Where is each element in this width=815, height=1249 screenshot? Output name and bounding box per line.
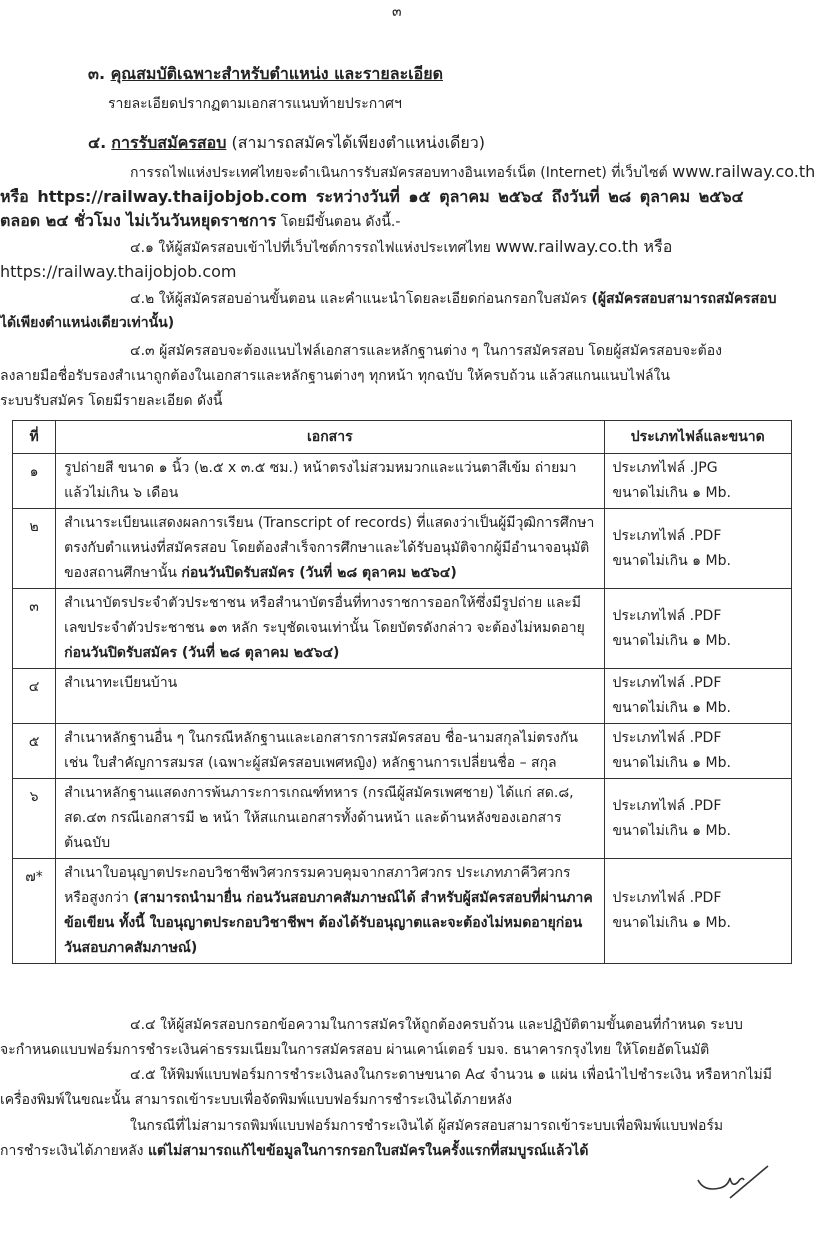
para-4-2-text: ๔.๒ ให้ผู้สมัครสอบอ่านขั้นตอน และคำแนะนำโดยละเอียดก่อนกรอกใบสมัคร (130, 291, 592, 307)
document-deadline: (สามารถนำมายื่น ก่อนวันสอบภาคสัมภาษณ์ได้ สำหรับผู้สมัครสอบที่ผ่านภาคข้อเขียน ทั้งนี้ ใบอนุญาตประกอบวิชาชีพฯ ต้องได้รับอนุญาตและจะต้องไม่หมดอายุก่อนวันสอบภาคสัมภาษณ์) (64, 890, 593, 956)
document-description (56, 454, 604, 509)
table-row (13, 724, 792, 779)
file-size-limit: ขนาดไม่เกิน ๑ Mb. (612, 700, 731, 716)
file-type-cell (604, 724, 791, 779)
document-text: สำเนาหลักฐานอื่น ๆ ในกรณีหลักฐานและเอกสารการสมัครสอบ ชื่อ-นามสกุลไม่ตรงกัน เช่น ใบสำคัญการสมรส (เฉพาะผู้สมัครสอบเพศหญิง) หลักฐานการเปลี่ยนชื่อ – สกุล (64, 730, 578, 771)
document-description (56, 779, 604, 859)
section-3-detail: รายละเอียดปรากฏตามเอกสารแนบท้ายประกาศฯ (108, 96, 402, 112)
railway-url: www.railway.co.th (672, 162, 815, 181)
para-4-6-line-1: ในกรณีที่ไม่สามารถพิมพ์แบบฟอร์มการชำระเงินได้ ผู้สมัครสอบสามารถเข้าระบบเพื่อพิมพ์แบบฟอร์ม (130, 1118, 724, 1134)
section-4-note: (สามารถสมัครได้เพียงตำแหน่งเดียว) (231, 133, 486, 152)
table-row (13, 859, 792, 964)
file-size-limit: ขนาดไม่เกิน ๑ Mb. (612, 915, 731, 931)
file-type-cell (604, 779, 791, 859)
document-text: รูปถ่ายสี ขนาด ๑ นิ้ว (๒.๕ x ๓.๕ ซม.) หน้าตรงไม่สวมหมวกและแว่นตาสีเข้ม ถ่ายมาแล้วไม่เกิน ๖ เดือน (64, 460, 577, 501)
para-4-2-line-2: ได้เพียงตำแหน่งเดียวเท่านั้น) (0, 315, 175, 331)
section-4-number: ๔. (88, 133, 107, 152)
file-type: ประเภทไฟล์ .PDF (612, 607, 722, 624)
document-description (56, 669, 604, 724)
document-description (56, 859, 604, 964)
row-number: ๔ (13, 669, 56, 724)
section-3-title: คุณสมบัติเฉพาะสำหรับตำแหน่ง และรายละเอียด (110, 64, 443, 83)
document-text: สำเนาหลักฐานแสดงการพ้นภาระการเกณฑ์ทหาร (กรณีผู้สมัครเพศชาย) ได้แก่ สด.๘, สด.๔๓ กรณีเอกสารมี ๒ หน้า ให้สแกนเอกสารทั้งด้านหน้า และด้านหลังของเอกสารต้นฉบับ (64, 785, 574, 851)
para-4-2-bold: (ผู้สมัครสอบสามารถสมัครสอบ (591, 291, 777, 307)
para-4-3-line-1: ๔.๓ ผู้สมัครสอบจะต้องแนบไฟล์เอกสารและหลักฐานต่าง ๆ ในการสมัครสอบ โดยผู้สมัครสอบจะต้อง (130, 343, 722, 359)
intro-line-2: หรือ https://railway.thaijobjob.com ระหว่างวันที่ ๑๕ ตุลาคม ๒๕๖๔ ถึงวันที่ ๒๘ ตุลาคม ๒๕๖๔ (0, 187, 744, 206)
intro-line-3 (0, 209, 400, 234)
header-file-type: ประเภทไฟล์และขนาด (604, 421, 791, 454)
table-row (13, 454, 792, 509)
header-document: เอกสาร (56, 421, 604, 454)
row-number: ๒ (13, 509, 56, 589)
para-4-1-text: ๔.๑ ให้ผู้สมัครสอบเข้าไปที่เว็บไซต์การรถไฟแห่งประเทศไทย (130, 240, 496, 256)
para-4-3-line-2: ลงลายมือชื่อรับรองสำเนาถูกต้องในเอกสารและหลักฐานต่างๆ ทุกหน้า ทุกฉบับ ให้ครบถ้วน แล้วสแกนแนบไฟล์ใน (0, 368, 670, 384)
document-description (56, 509, 604, 589)
table-header-row (13, 421, 792, 454)
document-deadline: ก่อนวันปิดรับสมัคร (วันที่ ๒๘ ตุลาคม ๒๕๖๔) (64, 645, 340, 661)
file-size-limit: ขนาดไม่เกิน ๑ Mb. (612, 485, 731, 501)
row-number: ๖ (13, 779, 56, 859)
page-number: ๓ (392, 4, 402, 20)
document-description (56, 724, 604, 779)
documents-table (12, 420, 792, 964)
para-4-1-url: www.railway.co.th หรือ (495, 237, 673, 256)
document-description (56, 589, 604, 669)
document-text: สำเนาทะเบียนบ้าน (64, 675, 178, 691)
row-number: ๓ (13, 589, 56, 669)
table-row (13, 589, 792, 669)
para-4-1 (130, 235, 672, 260)
para-4-1-url-2: https://railway.thaijobjob.com (0, 262, 237, 281)
file-type-cell (604, 509, 791, 589)
section-3-number: ๓. (88, 64, 106, 83)
file-type-cell (604, 859, 791, 964)
section-4-title: การรับสมัครสอบ (111, 133, 227, 152)
intro-bold: ตลอด ๒๔ ชั่วโมง ไม่เว้นวันหยุดราชการ (0, 211, 277, 230)
file-type: ประเภทไฟล์ .PDF (612, 527, 722, 544)
file-size-limit: ขนาดไม่เกิน ๑ Mb. (612, 552, 731, 569)
file-size-limit: ขนาดไม่เกิน ๑ Mb. (612, 822, 731, 839)
para-4-5-line-1: ๔.๕ ให้พิมพ์แบบฟอร์มการชำระเงินลงในกระดาษขนาด A๔ จำนวน ๑ แผ่น เพื่อนำไปชำระเงิน หรือหากไม่มี (130, 1067, 772, 1083)
row-number: ๑ (13, 454, 56, 509)
para-4-6-text: การชำระเงินได้ภายหลัง (0, 1143, 148, 1159)
file-type-cell (604, 589, 791, 669)
document-text: สำเนาระเบียนแสดงผลการเรียน (Transcript of records) ที่แสดงว่าเป็นผู้มีวุฒิการศึกษาตรงกับตำแหน่งที่สมัครสอบ โดยต้องสำเร็จการศึกษาและได้รับอนุมัติจากผู้มีอำนาจอนุมัติของสถานศึกษานั้น (64, 515, 595, 581)
file-type: ประเภทไฟล์ .PDF (612, 675, 722, 691)
section-4-heading (88, 131, 485, 155)
para-4-6-line-2 (0, 1139, 588, 1163)
section-3-heading (88, 62, 443, 86)
signature-initials (690, 1160, 770, 1210)
file-type: ประเภทไฟล์ .PDF (612, 890, 722, 906)
intro-line-1 (130, 160, 815, 185)
para-4-4-line-1: ๔.๔ ให้ผู้สมัครสอบกรอกข้อความในการสมัครให้ถูกต้องครบถ้วน และปฏิบัติตามขั้นตอนที่กำหนด ระบบ (130, 1017, 743, 1033)
para-4-3-line-3: ระบบรับสมัคร โดยมีรายละเอียด ดังนี้ (0, 393, 223, 409)
document-text: สำเนาใบอนุญาตประกอบวิชาชีพวิศวกรรมควบคุมจากสภาวิศวกร ประเภทภาคีวิศวกร หรือสูงกว่า (64, 865, 571, 906)
table-row (13, 509, 792, 589)
intro-tail: โดยมีขั้นตอน ดังนี้.- (276, 214, 401, 230)
para-4-6-bold: แต่ไม่สามารถแก้ไขข้อมูลในการกรอกใบสมัครในครั้งแรกที่สมบูรณ์แล้วได้ (147, 1143, 589, 1159)
intro-text: การรถไฟแห่งประเทศไทยจะดำเนินการรับสมัครสอบทางอินเทอร์เน็ต (Internet) ที่เว็บไซต์ (130, 165, 673, 181)
document-text: สำเนาบัตรประจำตัวประชาชน หรือสำนาบัตรอื่นที่ทางราชการออกให้ซึ่งมีรูปถ่าย และมีเลขประจำตัวประชาชน ๑๓ หลัก ระบุชัดเจนเท่านั้น โดยบัตรดังกล่าว จะต้องไม่หมดอายุ (64, 595, 585, 636)
table-row (13, 669, 792, 724)
table-row (13, 779, 792, 859)
header-no: ที่ (13, 421, 56, 454)
file-size-limit: ขนาดไม่เกิน ๑ Mb. (612, 632, 731, 649)
file-type-cell (604, 454, 791, 509)
file-type: ประเภทไฟล์ .PDF (612, 730, 722, 746)
row-number: ๗* (13, 859, 56, 964)
para-4-4-line-2: จะกำหนดแบบฟอร์มการชำระเงินค่าธรรมเนียมในการสมัครสอบ ผ่านเคาน์เตอร์ บมจ. ธนาคารกรุงไทย ให้โดยอัตโนมัติ (0, 1042, 710, 1058)
para-4-5-line-2: เครื่องพิมพ์ในขณะนั้น สามารถเข้าระบบเพื่อจัดพิมพ์แบบฟอร์มการชำระเงินได้ภายหลัง (0, 1092, 512, 1108)
file-type: ประเภทไฟล์ .PDF (612, 797, 722, 814)
file-type-cell (604, 669, 791, 724)
document-deadline: ก่อนวันปิดรับสมัคร (วันที่ ๒๘ ตุลาคม ๒๕๖๔) (181, 565, 457, 581)
para-4-2 (130, 287, 777, 311)
file-size-limit: ขนาดไม่เกิน ๑ Mb. (612, 755, 731, 771)
row-number: ๕ (13, 724, 56, 779)
file-type: ประเภทไฟล์ .JPG (612, 460, 718, 476)
